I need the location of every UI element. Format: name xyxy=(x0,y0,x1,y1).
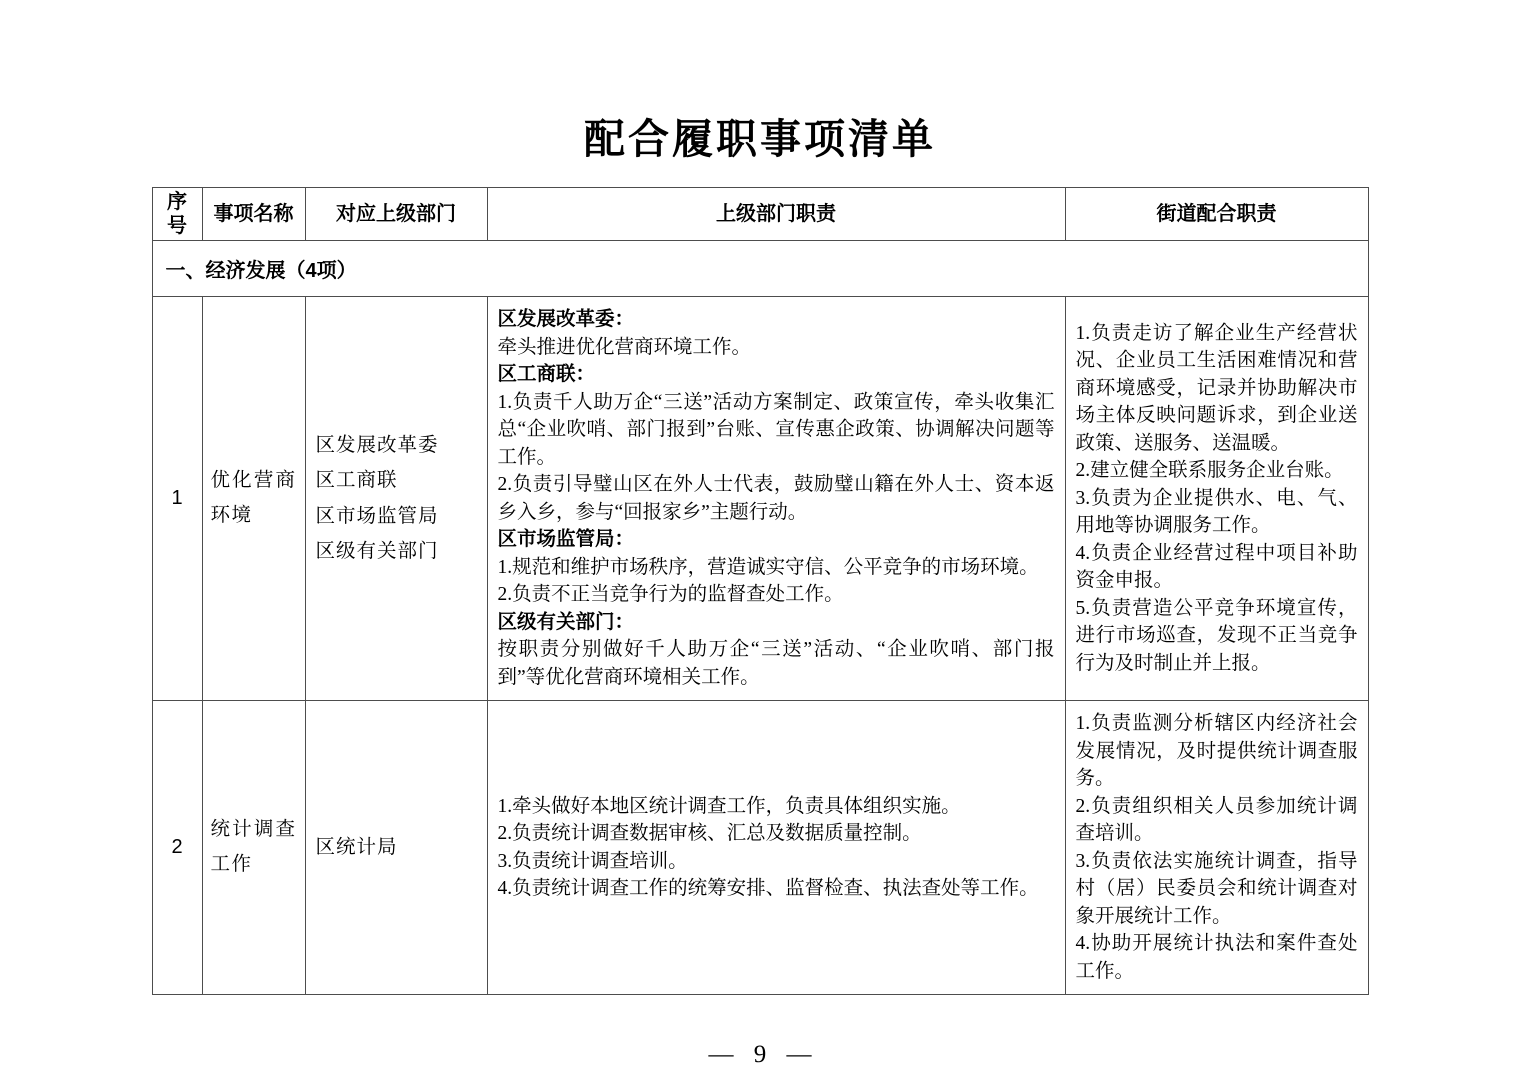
duty-text: 1.负责监测分析辖区内经济社会发展情况，及时提供统计调查服务。 xyxy=(1075,713,1358,789)
street-duties xyxy=(1065,297,1368,701)
department-line: 区市场监管局 xyxy=(315,505,439,527)
duty-text: 2.负责不正当竞争行为的监督查处工作。 xyxy=(497,584,844,605)
table-row xyxy=(152,701,1368,995)
duty-text: 4.负责企业经营过程中项目补助资金申报。 xyxy=(1075,542,1358,592)
duty-text: 1.负责走访了解企业生产经营状况、企业员工生活困难情况和营商环境感受，记录并协助解决市场主体反映问题诉求，到企业送政策、送服务、送温暖。 xyxy=(1075,322,1358,454)
superior-duties xyxy=(487,297,1065,701)
column-header-item-name: 事项名称 xyxy=(202,188,305,241)
department-line: 区级有关部门 xyxy=(315,540,439,562)
item-name: 统计调查工作 xyxy=(202,701,305,995)
duty-text: 2.建立健全联系服务企业台账。 xyxy=(1075,460,1344,482)
duty-heading: 区工商联： xyxy=(497,363,596,385)
duty-text: 3.负责统计调查培训。 xyxy=(497,850,688,872)
column-header-superior-duties: 上级部门职责 xyxy=(487,188,1065,241)
column-header-street-duties: 街道配合职责 xyxy=(1065,188,1368,241)
duty-text: 按职责分别做好千人助万企“三送”活动、“企业吹哨、部门报到”等优化营商环境相关工作。 xyxy=(497,639,1055,688)
duty-text: 1.负责千人助万企“三送”活动方案制定、政策宣传，牵头收集汇总“企业吹哨、部门报到”台账、宣传惠企政策、协调解决问题等工作。 xyxy=(497,391,1055,468)
item-name: 优化营商环境 xyxy=(202,297,305,701)
table-header-row xyxy=(152,188,1368,241)
column-header-no: 序号 xyxy=(152,188,202,241)
department-line: 区工商联 xyxy=(315,470,398,492)
superior-departments xyxy=(305,701,487,995)
department-line: 区统计局 xyxy=(315,836,398,858)
superior-departments xyxy=(305,297,487,701)
duty-text: 5.负责营造公平竞争环境宣传，进行市场巡查，发现不正当竞争行为及时制止并上报。 xyxy=(1075,597,1358,674)
duty-heading: 区发展改革委： xyxy=(497,308,635,330)
duty-text: 2.负责统计调查数据审核、汇总及数据质量控制。 xyxy=(497,823,922,844)
duty-text: 1.规范和维护市场秩序，营造诚实守信、公平竞争的市场环境。 xyxy=(497,556,1039,578)
duty-heading: 区市场监管局： xyxy=(497,528,635,550)
row-number: 1 xyxy=(152,297,202,701)
duty-text: 3.负责为企业提供水、电、气、用地等协调服务工作。 xyxy=(1075,487,1358,537)
column-header-superior-department: 对应上级部门 xyxy=(305,188,487,241)
duty-text: 牵头推进优化营商环境工作。 xyxy=(497,336,752,358)
duty-heading: 区级有关部门： xyxy=(497,610,635,633)
section-row xyxy=(152,241,1368,297)
duty-text: 1.牵头做好本地区统计调查工作，负责具体组织实施。 xyxy=(497,795,961,817)
street-duties xyxy=(1065,701,1368,995)
page-title: 配合履职事项清单 xyxy=(584,116,936,162)
duties-table xyxy=(152,187,1369,995)
duty-text: 4.负责统计调查工作的统筹安排、监督检查、执法查处等工作。 xyxy=(497,878,1039,899)
duty-text: 2.负责引导璧山区在外人士代表，鼓励璧山籍在外人士、资本返乡入乡，参与“回报家乡”主题行动。 xyxy=(497,474,1055,523)
page-number: — 9 — xyxy=(708,1041,812,1068)
superior-duties xyxy=(487,701,1065,995)
duty-text: 4.协助开展统计执法和案件查处工作。 xyxy=(1075,933,1358,982)
department-line: 区发展改革委 xyxy=(315,435,439,457)
duty-text: 3.负责依法实施统计调查，指导村（居）民委员会和统计调查对象开展统计工作。 xyxy=(1075,850,1358,927)
table-row xyxy=(152,297,1368,701)
duty-text: 2.负责组织相关人员参加统计调查培训。 xyxy=(1075,795,1358,844)
row-number: 2 xyxy=(152,701,202,995)
section-header: 一、经济发展（4项） xyxy=(152,241,1368,297)
